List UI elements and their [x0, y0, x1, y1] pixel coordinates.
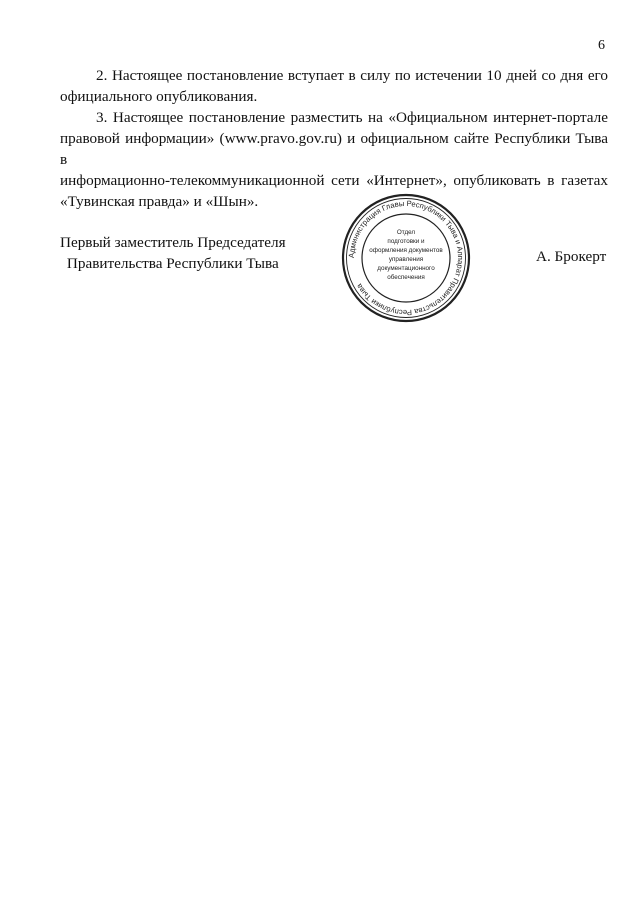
signer-name: А. Брокерт	[536, 248, 607, 265]
paragraph-3-line: информационно-телекоммуникационной сети «Интернет», опубликовать в газетах	[60, 172, 608, 189]
seal-center-line: Отдел	[396, 229, 416, 236]
seal-center-line: обеспечения	[387, 274, 425, 281]
seal-center-line: подготовки и	[387, 238, 425, 245]
seal-stamp-graphic	[340, 192, 472, 324]
signer-title	[60, 232, 286, 274]
paragraph-3	[60, 107, 608, 212]
official-seal-stamp	[340, 192, 472, 324]
signer-title-line: Правительства Республики Тыва	[66, 255, 279, 272]
seal-center-line: оформления документов	[369, 247, 443, 254]
paragraph-3-line: правовой информации» (www.pravo.gov.ru) и официальном сайте Республики Тыва в	[60, 130, 608, 168]
paragraph-2	[60, 65, 608, 107]
paragraph-2-line: 2. Настоящее постановление вступает в силу по истечении 10 дней со дня его	[96, 67, 608, 84]
seal-center-line: управления	[388, 256, 424, 263]
seal-ring-text: Администрация Главы Республики Тыва и Аппарат Правительства Республики Тыва	[346, 198, 466, 318]
paragraph-3-line: «Тувинская правда» и «Шын».	[60, 193, 259, 210]
page-number: 6	[598, 38, 605, 53]
seal-center-line: документационного	[377, 265, 435, 272]
paragraph-3-line: 3. Настоящее постановление разместить на «Официальном интернет-портале	[96, 109, 608, 126]
paragraph-2-line: официального опубликования.	[60, 88, 258, 105]
signer-title-line: Первый заместитель Председателя	[60, 234, 286, 251]
